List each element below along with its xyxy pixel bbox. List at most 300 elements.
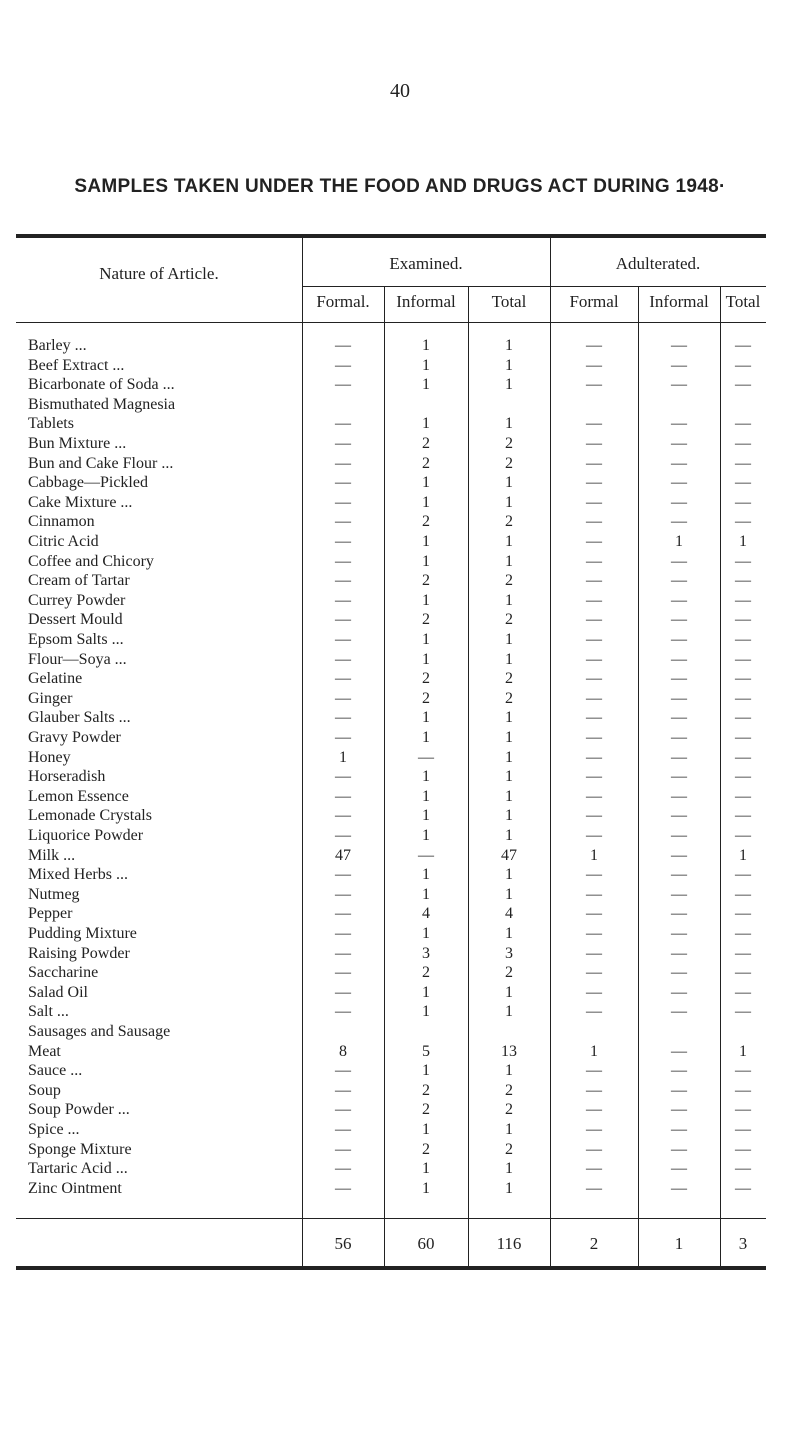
cell-examined-total: 2	[505, 1081, 513, 1099]
table-row	[16, 454, 766, 474]
table-row	[16, 395, 766, 415]
table-row	[16, 787, 766, 807]
cell-examined-informal: 1	[422, 983, 430, 1001]
cell-examined-informal: 1	[422, 552, 430, 570]
cell-examined-total: 1	[505, 1062, 513, 1080]
cell-adulterated-formal: —	[586, 1081, 602, 1099]
cell-adulterated-informal: —	[671, 885, 687, 903]
cell-adulterated-total: —	[735, 670, 751, 688]
cell-examined-total: 13	[501, 1042, 517, 1060]
table-row	[16, 689, 766, 709]
cell-examined-total: 2	[505, 572, 513, 590]
cell-examined-formal: —	[335, 474, 351, 492]
article-name: Tartaric Acid ...	[28, 1160, 128, 1178]
cell-adulterated-informal: —	[671, 552, 687, 570]
cell-adulterated-informal: —	[671, 787, 687, 805]
article-name: Mixed Herbs ...	[28, 866, 128, 884]
cell-adulterated-informal: —	[671, 709, 687, 727]
cell-adulterated-total: —	[735, 1121, 751, 1138]
cell-examined-total: 1	[505, 1003, 513, 1021]
table-row	[16, 767, 766, 787]
cell-examined-formal: —	[335, 1121, 351, 1138]
cell-adulterated-informal: —	[671, 572, 687, 590]
cell-examined-total: 1	[505, 729, 513, 746]
cell-examined-formal: —	[335, 533, 351, 550]
article-name: Epsom Salts ...	[28, 631, 124, 648]
table-row	[16, 904, 766, 924]
total-examined-formal: 56	[334, 1234, 352, 1253]
article-name: Soup	[28, 1081, 61, 1099]
cell-adulterated-informal: —	[671, 827, 687, 844]
cell-examined-total: 1	[505, 1179, 513, 1197]
table-row	[16, 1081, 766, 1101]
article-name: Cream of Tartar	[28, 572, 130, 590]
cell-examined-formal: —	[335, 1179, 351, 1197]
article-name: Flour—Soya ...	[28, 650, 127, 668]
cell-adulterated-informal: —	[671, 729, 687, 746]
cell-examined-formal: —	[335, 513, 351, 531]
article-name: Coffee and Chicory	[28, 552, 154, 570]
cell-adulterated-total: —	[735, 435, 751, 452]
table-row	[16, 1159, 766, 1179]
header-examined: Examined.	[389, 254, 463, 273]
cell-adulterated-total: —	[735, 1062, 751, 1080]
cell-examined-total: 3	[505, 944, 513, 962]
table-row	[16, 1100, 766, 1120]
cell-examined-informal: 1	[422, 787, 430, 805]
table-row	[16, 512, 766, 532]
cell-adulterated-formal: —	[586, 376, 602, 394]
table-row	[16, 1140, 766, 1160]
article-name: Citric Acid	[28, 533, 99, 550]
table-row	[16, 591, 766, 611]
cell-adulterated-total: —	[735, 1081, 751, 1099]
cell-examined-informal: 1	[422, 415, 430, 433]
cell-adulterated-informal: —	[671, 1121, 687, 1138]
header-adulterated-total: Total	[725, 292, 761, 311]
cell-examined-total: 2	[505, 964, 513, 982]
header-adulterated-formal: Formal	[569, 292, 619, 311]
table-row	[16, 1022, 766, 1042]
cell-examined-informal: 1	[422, 356, 430, 374]
table-row	[16, 708, 766, 728]
cell-examined-informal: 1	[422, 1062, 430, 1080]
article-name: Cake Mixture ...	[28, 493, 133, 511]
cell-adulterated-total: —	[735, 709, 751, 727]
cell-adulterated-informal: —	[671, 513, 687, 531]
table-row	[16, 434, 766, 454]
table-top-rule	[16, 234, 766, 238]
cell-examined-total: 1	[505, 709, 513, 727]
cell-adulterated-formal: —	[586, 591, 602, 609]
cell-adulterated-informal: —	[671, 415, 687, 433]
cell-adulterated-formal: —	[586, 925, 602, 942]
cell-examined-total: 2	[505, 513, 513, 531]
cell-adulterated-formal: —	[586, 689, 602, 707]
cell-adulterated-total: —	[735, 454, 751, 472]
cell-adulterated-formal: —	[586, 885, 602, 903]
total-adulterated-informal: 1	[674, 1234, 684, 1253]
cell-examined-total: 1	[505, 650, 513, 668]
header-examined-informal: Informal	[396, 292, 456, 311]
cell-adulterated-formal: —	[586, 787, 602, 805]
table-row	[16, 1042, 766, 1062]
cell-adulterated-formal: —	[586, 1062, 602, 1080]
cell-examined-formal: —	[335, 709, 351, 727]
cell-examined-total: 1	[505, 925, 513, 942]
cell-adulterated-formal: —	[586, 768, 602, 786]
header-adulterated-informal: Informal	[649, 292, 709, 311]
cell-adulterated-total: —	[735, 885, 751, 903]
cell-examined-total: 1	[505, 787, 513, 805]
cell-adulterated-total: —	[735, 925, 751, 942]
cell-adulterated-informal: —	[671, 905, 687, 923]
cell-examined-formal: —	[335, 631, 351, 648]
cell-adulterated-formal: —	[586, 454, 602, 472]
article-name: Milk ...	[28, 846, 76, 864]
cell-adulterated-informal: —	[671, 631, 687, 648]
article-name: Sauce ...	[28, 1062, 83, 1080]
cell-adulterated-informal: —	[671, 964, 687, 982]
cell-adulterated-formal: —	[586, 552, 602, 570]
cell-adulterated-formal: —	[586, 1101, 602, 1119]
table-row	[16, 1179, 766, 1199]
cell-adulterated-informal: —	[671, 807, 687, 825]
table-row	[16, 806, 766, 826]
cell-examined-informal: 1	[422, 729, 430, 746]
cell-examined-informal: 1	[422, 493, 430, 511]
cell-examined-informal: 5	[422, 1042, 430, 1060]
cell-examined-total: 1	[505, 631, 513, 648]
cell-adulterated-informal: —	[671, 474, 687, 492]
table-row	[16, 493, 766, 513]
cell-examined-total: 1	[505, 866, 513, 884]
table-row	[16, 650, 766, 670]
article-name: Sponge Mixture	[28, 1140, 132, 1158]
cell-examined-formal: —	[335, 337, 351, 354]
cell-examined-formal: 8	[339, 1042, 347, 1060]
cell-examined-informal: 1	[422, 337, 430, 354]
cell-adulterated-total: —	[735, 493, 751, 511]
article-name: Bicarbonate of Soda ...	[28, 376, 175, 394]
article-name: Bun and Cake Flour ...	[28, 454, 174, 472]
cell-adulterated-formal: —	[586, 513, 602, 531]
article-name: Bismuthated Magnesia	[28, 395, 176, 413]
cell-examined-informal: 2	[422, 689, 430, 707]
cell-adulterated-total: —	[735, 944, 751, 962]
totals-rule	[16, 1218, 766, 1219]
cell-adulterated-total: —	[735, 650, 751, 668]
cell-adulterated-total: —	[735, 611, 751, 629]
cell-adulterated-formal: —	[586, 337, 602, 354]
cell-examined-informal: 2	[422, 572, 430, 590]
cell-examined-total: 1	[505, 356, 513, 374]
cell-adulterated-informal: —	[671, 1062, 687, 1080]
cell-examined-informal: 2	[422, 1140, 430, 1158]
cell-examined-informal: 1	[422, 631, 430, 648]
cell-adulterated-informal: —	[671, 650, 687, 668]
article-name: Bun Mixture ...	[28, 435, 127, 452]
cell-adulterated-total: —	[735, 415, 751, 433]
cell-adulterated-informal: —	[671, 866, 687, 884]
cell-adulterated-informal: —	[671, 611, 687, 629]
cell-adulterated-total: —	[735, 376, 751, 394]
table-row	[16, 1061, 766, 1081]
cell-examined-formal: —	[335, 493, 351, 511]
article-name: Lemonade Crystals	[28, 807, 152, 825]
cell-adulterated-informal: —	[671, 376, 687, 394]
cell-adulterated-formal: —	[586, 748, 602, 766]
cell-adulterated-informal: —	[671, 670, 687, 688]
table-row	[16, 983, 766, 1003]
cell-examined-total: 1	[505, 474, 513, 492]
cell-examined-formal: 1	[339, 748, 347, 766]
cell-adulterated-formal: —	[586, 964, 602, 982]
cell-adulterated-total: —	[735, 866, 751, 884]
total-adulterated-total: 3	[738, 1234, 748, 1253]
cell-adulterated-informal: —	[671, 1140, 687, 1158]
cell-examined-formal: —	[335, 807, 351, 825]
cell-adulterated-total: —	[735, 905, 751, 923]
cell-examined-formal: —	[335, 885, 351, 903]
table-row	[16, 532, 766, 552]
cell-adulterated-total: —	[735, 337, 751, 354]
cell-adulterated-informal: —	[671, 748, 687, 766]
cell-examined-informal: 2	[422, 454, 430, 472]
article-name: Pepper	[28, 905, 73, 923]
cell-examined-formal: —	[335, 866, 351, 884]
cell-adulterated-informal: —	[671, 689, 687, 707]
cell-examined-formal: —	[335, 435, 351, 452]
cell-examined-informal: 1	[422, 768, 430, 786]
page-number: 40	[390, 80, 410, 102]
article-name: Nutmeg	[28, 885, 80, 903]
header-bottom-rule	[16, 322, 766, 323]
cell-adulterated-informal: —	[671, 846, 687, 864]
table-row	[16, 375, 766, 395]
cell-adulterated-formal: —	[586, 356, 602, 374]
cell-adulterated-informal: —	[671, 925, 687, 942]
header-subdivider	[302, 286, 766, 287]
total-examined-total: 116	[496, 1234, 522, 1253]
cell-examined-informal: 1	[422, 591, 430, 609]
table-row	[16, 473, 766, 493]
cell-examined-formal: —	[335, 827, 351, 844]
cell-examined-formal: —	[335, 376, 351, 394]
table-row	[16, 571, 766, 591]
cell-adulterated-formal: —	[586, 905, 602, 923]
cell-examined-informal: 2	[422, 670, 430, 688]
total-adulterated-formal: 2	[589, 1234, 599, 1253]
cell-examined-formal: —	[335, 1003, 351, 1021]
article-name: Horseradish	[28, 768, 106, 786]
cell-adulterated-total: —	[735, 1179, 751, 1197]
cell-adulterated-informal: —	[671, 1081, 687, 1099]
cell-adulterated-formal: —	[586, 533, 602, 550]
cell-examined-formal: —	[335, 454, 351, 472]
cell-adulterated-informal: —	[671, 356, 687, 374]
cell-adulterated-formal: —	[586, 1140, 602, 1158]
cell-adulterated-formal: —	[586, 1003, 602, 1021]
cell-examined-formal: —	[335, 591, 351, 609]
cell-examined-total: 47	[501, 846, 517, 864]
cell-examined-total: 2	[505, 435, 513, 452]
cell-examined-informal: 1	[422, 827, 430, 844]
cell-examined-informal: —	[418, 748, 434, 766]
article-name: Honey	[28, 748, 71, 766]
cell-examined-informal: 1	[422, 866, 430, 884]
cell-examined-total: 1	[505, 807, 513, 825]
cell-examined-informal: 2	[422, 611, 430, 629]
cell-examined-informal: 2	[422, 1101, 430, 1119]
cell-examined-informal: 2	[422, 435, 430, 452]
cell-examined-formal: —	[335, 552, 351, 570]
cell-adulterated-formal: —	[586, 474, 602, 492]
cell-examined-formal: —	[335, 787, 351, 805]
cell-adulterated-informal: —	[671, 983, 687, 1001]
article-name: Lemon Essence	[28, 787, 129, 805]
cell-examined-total: 2	[505, 611, 513, 629]
cell-examined-total: 1	[505, 533, 513, 550]
article-name: Soup Powder ...	[28, 1101, 130, 1119]
cell-adulterated-formal: —	[586, 866, 602, 884]
cell-adulterated-informal: —	[671, 493, 687, 511]
cell-examined-informal: 2	[422, 964, 430, 982]
cell-adulterated-informal: —	[671, 1160, 687, 1178]
cell-examined-formal: —	[335, 925, 351, 942]
cell-adulterated-total: —	[735, 552, 751, 570]
cell-adulterated-formal: —	[586, 631, 602, 648]
cell-examined-total: 1	[505, 493, 513, 511]
cell-examined-formal: —	[335, 611, 351, 629]
article-name: Salt ...	[28, 1003, 69, 1021]
cell-examined-formal: —	[335, 572, 351, 590]
cell-adulterated-total: —	[735, 1003, 751, 1021]
table-row	[16, 728, 766, 748]
article-name: Liquorice Powder	[28, 827, 144, 844]
cell-examined-total: 1	[505, 748, 513, 766]
article-name: Currey Powder	[28, 591, 126, 609]
cell-adulterated-formal: —	[586, 611, 602, 629]
cell-adulterated-formal: —	[586, 650, 602, 668]
cell-examined-total: 1	[505, 552, 513, 570]
cell-adulterated-formal: —	[586, 827, 602, 844]
samples-table	[16, 234, 766, 1270]
cell-examined-total: 2	[505, 689, 513, 707]
cell-examined-informal: 1	[422, 1179, 430, 1197]
article-name: Beef Extract ...	[28, 356, 125, 374]
cell-adulterated-formal: —	[586, 493, 602, 511]
cell-adulterated-formal: —	[586, 1160, 602, 1178]
cell-examined-formal: —	[335, 1160, 351, 1178]
cell-examined-informal: 2	[422, 513, 430, 531]
cell-adulterated-formal: —	[586, 1121, 602, 1138]
cell-examined-informal: 1	[422, 533, 430, 550]
cell-examined-formal: —	[335, 905, 351, 923]
cell-examined-formal: —	[335, 964, 351, 982]
cell-examined-informal: 1	[422, 1160, 430, 1178]
article-name: Salad Oil	[28, 983, 88, 1001]
cell-adulterated-total: —	[735, 787, 751, 805]
table-row	[16, 610, 766, 630]
header-examined-formal: Formal.	[316, 292, 370, 311]
cell-examined-formal: —	[335, 1101, 351, 1119]
cell-adulterated-total: —	[735, 1140, 751, 1158]
cell-adulterated-informal: —	[671, 337, 687, 354]
table-row	[16, 885, 766, 905]
cell-examined-informal: 1	[422, 650, 430, 668]
cell-examined-informal: 1	[422, 1003, 430, 1021]
table-row	[16, 826, 766, 846]
article-name: Zinc Ointment	[28, 1179, 122, 1197]
cell-adulterated-informal: —	[671, 1003, 687, 1021]
cell-adulterated-informal: —	[671, 768, 687, 786]
cell-adulterated-total: —	[735, 631, 751, 648]
cell-adulterated-formal: —	[586, 415, 602, 433]
article-name: Ginger	[28, 689, 73, 707]
header-examined-total: Total	[491, 292, 527, 311]
cell-adulterated-total: —	[735, 1101, 751, 1119]
page-title: SAMPLES TAKEN UNDER THE FOOD AND DRUGS ACT DURING 1948·	[74, 176, 726, 197]
cell-examined-formal: —	[335, 689, 351, 707]
cell-adulterated-formal: —	[586, 670, 602, 688]
article-name: Sausages and Sausage	[28, 1023, 171, 1040]
table-row	[16, 356, 766, 376]
cell-adulterated-informal: —	[671, 944, 687, 962]
cell-adulterated-informal: 1	[675, 533, 683, 550]
cell-adulterated-total: —	[735, 1160, 751, 1178]
table-row	[16, 846, 766, 866]
cell-adulterated-total: —	[735, 689, 751, 707]
cell-examined-formal: —	[335, 356, 351, 374]
article-name: Raising Powder	[28, 944, 130, 962]
table-row	[16, 414, 766, 434]
cell-adulterated-total: —	[735, 356, 751, 374]
table-row	[16, 669, 766, 689]
cell-examined-informal: 1	[422, 1121, 430, 1138]
cell-examined-formal: —	[335, 1081, 351, 1099]
cell-examined-informal: 1	[422, 474, 430, 492]
cell-examined-total: 1	[505, 983, 513, 1001]
cell-examined-total: 1	[505, 885, 513, 903]
cell-adulterated-formal: —	[586, 983, 602, 1001]
cell-examined-total: 2	[505, 1101, 513, 1119]
cell-adulterated-informal: —	[671, 1179, 687, 1197]
cell-examined-informal: 1	[422, 807, 430, 825]
table-row	[16, 630, 766, 650]
cell-adulterated-informal: —	[671, 1101, 687, 1119]
table-row	[16, 1120, 766, 1140]
cell-adulterated-total: —	[735, 513, 751, 531]
cell-adulterated-formal: —	[586, 709, 602, 727]
cell-examined-total: 1	[505, 337, 513, 354]
cell-adulterated-total: 1	[739, 533, 747, 550]
article-name: Pudding Mixture	[28, 925, 137, 942]
cell-adulterated-total: —	[735, 572, 751, 590]
cell-examined-total: 1	[505, 1121, 513, 1138]
total-examined-informal: 60	[417, 1234, 435, 1253]
cell-examined-informal: 2	[422, 1081, 430, 1099]
cell-adulterated-total: 1	[739, 846, 747, 864]
article-name: Spice ...	[28, 1121, 80, 1138]
table-row	[16, 944, 766, 964]
cell-examined-formal: —	[335, 768, 351, 786]
table-row	[16, 1002, 766, 1022]
cell-examined-total: 1	[505, 376, 513, 394]
cell-examined-total: 1	[505, 591, 513, 609]
table-row	[16, 552, 766, 572]
table-row	[16, 865, 766, 885]
